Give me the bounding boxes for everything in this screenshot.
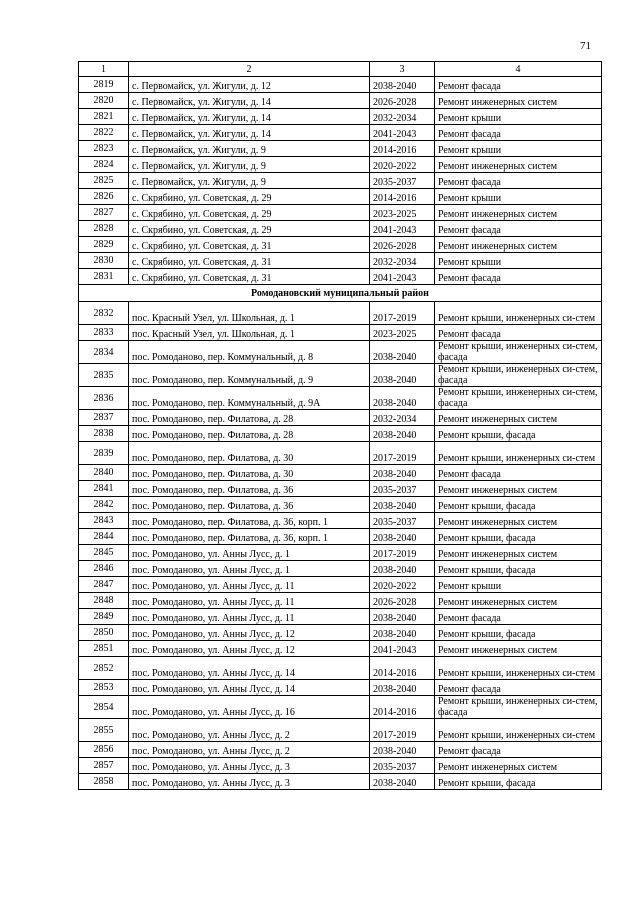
row-address: пос. Ромоданово, пер. Филатова, д. 28 — [129, 426, 370, 442]
repair-schedule-table — [78, 61, 602, 790]
row-address: с. Скрябино, ул. Советская, д. 31 — [129, 253, 370, 269]
row-period: 2038-2040 — [370, 774, 435, 790]
row-address: пос. Красный Узел, ул. Школьная, д. 1 — [129, 302, 370, 325]
table-row — [79, 173, 602, 189]
row-period: 2041-2043 — [370, 125, 435, 141]
row-period: 2020-2022 — [370, 157, 435, 173]
row-address: пос. Ромоданово, ул. Анны Лусс, д. 3 — [129, 758, 370, 774]
row-period: 2014-2016 — [370, 141, 435, 157]
row-period: 2038-2040 — [370, 465, 435, 481]
row-period: 2041-2043 — [370, 641, 435, 657]
row-address: с. Первомайск, ул. Жигули, д. 14 — [129, 93, 370, 109]
row-number: 2857 — [79, 758, 129, 774]
row-work-type: Ремонт крыши, фасада — [435, 561, 602, 577]
row-work-type: Ремонт крыши — [435, 189, 602, 205]
row-number: 2840 — [79, 465, 129, 481]
table-row — [79, 302, 602, 325]
row-period: 2017-2019 — [370, 719, 435, 742]
row-work-type: Ремонт крыши — [435, 253, 602, 269]
row-work-type: Ремонт инженерных систем — [435, 157, 602, 173]
row-number: 2842 — [79, 497, 129, 513]
row-work-type: Ремонт крыши, фасада — [435, 529, 602, 545]
row-address: с. Первомайск, ул. Жигули, д. 9 — [129, 157, 370, 173]
row-number: 2826 — [79, 189, 129, 205]
table-row — [79, 545, 602, 561]
row-period: 2041-2043 — [370, 221, 435, 237]
table-row — [79, 641, 602, 657]
row-period: 2032-2034 — [370, 253, 435, 269]
table-row — [79, 77, 602, 93]
row-address: пос. Ромоданово, пер. Коммунальный, д. 9А — [129, 387, 370, 410]
row-address: с. Первомайск, ул. Жигули, д. 9 — [129, 173, 370, 189]
table-row — [79, 426, 602, 442]
table-row — [79, 696, 602, 719]
row-work-type: Ремонт крыши, инженерных си-стем — [435, 442, 602, 465]
row-address: пос. Ромоданово, ул. Анны Лусс, д. 14 — [129, 680, 370, 696]
row-work-type: Ремонт крыши, инженерных си-стем, фасада — [435, 387, 602, 410]
table-row — [79, 387, 602, 410]
row-number: 2850 — [79, 625, 129, 641]
row-number: 2853 — [79, 680, 129, 696]
table-row — [79, 609, 602, 625]
row-work-type: Ремонт крыши, инженерных си-стем, фасада — [435, 696, 602, 719]
row-address: пос. Ромоданово, ул. Анны Лусс, д. 16 — [129, 696, 370, 719]
table-row — [79, 141, 602, 157]
row-number: 2847 — [79, 577, 129, 593]
row-period: 2038-2040 — [370, 426, 435, 442]
row-period: 2017-2019 — [370, 302, 435, 325]
row-period: 2038-2040 — [370, 609, 435, 625]
row-period: 2023-2025 — [370, 325, 435, 341]
row-work-type: Ремонт фасада — [435, 221, 602, 237]
row-address: с. Первомайск, ул. Жигули, д. 14 — [129, 125, 370, 141]
row-work-type: Ремонт крыши, фасада — [435, 497, 602, 513]
row-period: 2038-2040 — [370, 387, 435, 410]
row-period: 2038-2040 — [370, 561, 435, 577]
row-address: с. Скрябино, ул. Советская, д. 29 — [129, 205, 370, 221]
table-row — [79, 577, 602, 593]
row-work-type: Ремонт крыши, инженерных си-стем — [435, 302, 602, 325]
row-period: 2032-2034 — [370, 109, 435, 125]
row-address: пос. Ромоданово, ул. Анны Лусс, д. 11 — [129, 609, 370, 625]
row-work-type: Ремонт крыши — [435, 577, 602, 593]
table-row — [79, 442, 602, 465]
table-row — [79, 205, 602, 221]
row-address: пос. Ромоданово, ул. Анны Лусс, д. 2 — [129, 742, 370, 758]
row-number: 2844 — [79, 529, 129, 545]
table-row — [79, 125, 602, 141]
row-address: с. Первомайск, ул. Жигули, д. 14 — [129, 109, 370, 125]
row-number: 2835 — [79, 364, 129, 387]
row-address: пос. Ромоданово, пер. Филатова, д. 30 — [129, 442, 370, 465]
table-row — [79, 561, 602, 577]
row-number: 2834 — [79, 341, 129, 364]
row-number: 2846 — [79, 561, 129, 577]
row-number: 2848 — [79, 593, 129, 609]
row-work-type: Ремонт крыши, инженерных си-стем — [435, 657, 602, 680]
row-period: 2038-2040 — [370, 364, 435, 387]
row-address: с. Первомайск, ул. Жигули, д. 9 — [129, 141, 370, 157]
row-number: 2821 — [79, 109, 129, 125]
row-work-type: Ремонт крыши, инженерных си-стем, фасада — [435, 341, 602, 364]
section-title: Ромодановский муниципальный район — [79, 285, 602, 302]
row-work-type: Ремонт инженерных систем — [435, 513, 602, 529]
table-row — [79, 109, 602, 125]
table-row — [79, 253, 602, 269]
row-number: 2832 — [79, 302, 129, 325]
row-address: пос. Ромоданово, ул. Анны Лусс, д. 3 — [129, 774, 370, 790]
table-row — [79, 364, 602, 387]
column-header-4: 4 — [435, 62, 602, 77]
row-period: 2038-2040 — [370, 529, 435, 545]
row-work-type: Ремонт фасада — [435, 173, 602, 189]
row-period: 2038-2040 — [370, 625, 435, 641]
row-number: 2824 — [79, 157, 129, 173]
table-row — [79, 774, 602, 790]
table-row — [79, 742, 602, 758]
row-work-type: Ремонт инженерных систем — [435, 545, 602, 561]
row-number: 2845 — [79, 545, 129, 561]
row-address: пос. Ромоданово, ул. Анны Лусс, д. 12 — [129, 641, 370, 657]
row-address: пос. Ромоданово, ул. Анны Лусс, д. 11 — [129, 577, 370, 593]
column-header-2: 2 — [129, 62, 370, 77]
table-row — [79, 237, 602, 253]
row-work-type: Ремонт крыши — [435, 109, 602, 125]
table-row — [79, 758, 602, 774]
row-period: 2038-2040 — [370, 742, 435, 758]
row-period: 2038-2040 — [370, 77, 435, 93]
row-work-type: Ремонт фасада — [435, 325, 602, 341]
row-address: пос. Ромоданово, пер. Филатова, д. 28 — [129, 410, 370, 426]
row-period: 2026-2028 — [370, 593, 435, 609]
row-period: 2035-2037 — [370, 481, 435, 497]
row-work-type: Ремонт крыши, фасада — [435, 774, 602, 790]
row-number: 2843 — [79, 513, 129, 529]
row-period: 2014-2016 — [370, 657, 435, 680]
row-address: пос. Ромоданово, ул. Анны Лусс, д. 2 — [129, 719, 370, 742]
row-period: 2035-2037 — [370, 758, 435, 774]
row-address: пос. Ромоданово, пер. Коммунальный, д. 8 — [129, 341, 370, 364]
row-period: 2035-2037 — [370, 173, 435, 189]
row-work-type: Ремонт крыши — [435, 141, 602, 157]
row-address: с. Скрябино, ул. Советская, д. 31 — [129, 237, 370, 253]
row-address: с. Скрябино, ул. Советская, д. 29 — [129, 189, 370, 205]
row-number: 2825 — [79, 173, 129, 189]
row-address: пос. Ромоданово, пер. Филатова, д. 30 — [129, 465, 370, 481]
row-period: 2026-2028 — [370, 93, 435, 109]
row-address: пос. Ромоданово, ул. Анны Лусс, д. 11 — [129, 593, 370, 609]
section-row — [79, 285, 602, 302]
row-number: 2838 — [79, 426, 129, 442]
row-work-type: Ремонт инженерных систем — [435, 758, 602, 774]
row-address: пос. Красный Узел, ул. Школьная, д. 1 — [129, 325, 370, 341]
row-period: 2032-2034 — [370, 410, 435, 426]
row-number: 2855 — [79, 719, 129, 742]
row-number: 2831 — [79, 269, 129, 285]
table-row — [79, 497, 602, 513]
row-number: 2849 — [79, 609, 129, 625]
row-work-type: Ремонт фасада — [435, 680, 602, 696]
row-address: с. Скрябино, ул. Советская, д. 29 — [129, 221, 370, 237]
row-work-type: Ремонт крыши, фасада — [435, 426, 602, 442]
row-address: пос. Ромоданово, пер. Филатова, д. 36, корп. 1 — [129, 513, 370, 529]
table-row — [79, 157, 602, 173]
row-period: 2038-2040 — [370, 341, 435, 364]
row-number: 2856 — [79, 742, 129, 758]
row-period: 2014-2016 — [370, 696, 435, 719]
row-work-type: Ремонт фасада — [435, 465, 602, 481]
row-address: пос. Ромоданово, ул. Анны Лусс, д. 14 — [129, 657, 370, 680]
table-row — [79, 221, 602, 237]
table-row — [79, 410, 602, 426]
row-work-type: Ремонт инженерных систем — [435, 205, 602, 221]
row-address: с. Скрябино, ул. Советская, д. 31 — [129, 269, 370, 285]
row-work-type: Ремонт инженерных систем — [435, 410, 602, 426]
row-period: 2026-2028 — [370, 237, 435, 253]
table-row — [79, 625, 602, 641]
row-work-type: Ремонт инженерных систем — [435, 481, 602, 497]
row-work-type: Ремонт фасада — [435, 742, 602, 758]
row-period: 2017-2019 — [370, 442, 435, 465]
row-work-type: Ремонт фасада — [435, 269, 602, 285]
row-work-type: Ремонт инженерных систем — [435, 641, 602, 657]
row-number: 2827 — [79, 205, 129, 221]
row-address: пос. Ромоданово, пер. Филатова, д. 36, корп. 1 — [129, 529, 370, 545]
row-period: 2038-2040 — [370, 680, 435, 696]
row-work-type: Ремонт фасада — [435, 609, 602, 625]
table-row — [79, 593, 602, 609]
row-work-type: Ремонт инженерных систем — [435, 237, 602, 253]
column-header-3: 3 — [370, 62, 435, 77]
row-number: 2837 — [79, 410, 129, 426]
table-row — [79, 189, 602, 205]
column-header-1: 1 — [79, 62, 129, 77]
row-period: 2020-2022 — [370, 577, 435, 593]
table-row — [79, 680, 602, 696]
row-period: 2023-2025 — [370, 205, 435, 221]
row-address: пос. Ромоданово, ул. Анны Лусс, д. 1 — [129, 561, 370, 577]
row-number: 2829 — [79, 237, 129, 253]
row-address: пос. Ромоданово, пер. Филатова, д. 36 — [129, 481, 370, 497]
row-work-type: Ремонт крыши, инженерных си-стем, фасада — [435, 364, 602, 387]
row-address: пос. Ромоданово, ул. Анны Лусс, д. 1 — [129, 545, 370, 561]
table-row — [79, 341, 602, 364]
table-row — [79, 93, 602, 109]
row-work-type: Ремонт фасада — [435, 125, 602, 141]
row-address: пос. Ромоданово, пер. Филатова, д. 36 — [129, 497, 370, 513]
row-work-type: Ремонт инженерных систем — [435, 593, 602, 609]
row-address: пос. Ромоданово, пер. Коммунальный, д. 9 — [129, 364, 370, 387]
row-number: 2851 — [79, 641, 129, 657]
row-number: 2833 — [79, 325, 129, 341]
table-row — [79, 513, 602, 529]
row-number: 2830 — [79, 253, 129, 269]
row-period: 2017-2019 — [370, 545, 435, 561]
table-row — [79, 657, 602, 680]
page-number: 71 — [580, 40, 591, 52]
row-address: пос. Ромоданово, ул. Анны Лусс, д. 12 — [129, 625, 370, 641]
row-period: 2041-2043 — [370, 269, 435, 285]
row-work-type: Ремонт крыши, фасада — [435, 625, 602, 641]
row-number: 2839 — [79, 442, 129, 465]
row-work-type: Ремонт крыши, инженерных си-стем — [435, 719, 602, 742]
row-number: 2828 — [79, 221, 129, 237]
row-address: с. Первомайск, ул. Жигули, д. 12 — [129, 77, 370, 93]
row-number: 2836 — [79, 387, 129, 410]
table-row — [79, 529, 602, 545]
table-row — [79, 481, 602, 497]
row-period: 2035-2037 — [370, 513, 435, 529]
table-row — [79, 325, 602, 341]
table-body — [79, 77, 602, 790]
row-number: 2823 — [79, 141, 129, 157]
table-header-row — [79, 62, 602, 77]
table-row — [79, 719, 602, 742]
row-number: 2854 — [79, 696, 129, 719]
row-period: 2014-2016 — [370, 189, 435, 205]
row-number: 2822 — [79, 125, 129, 141]
row-number: 2858 — [79, 774, 129, 790]
table-row — [79, 465, 602, 481]
row-number: 2852 — [79, 657, 129, 680]
row-number: 2820 — [79, 93, 129, 109]
row-work-type: Ремонт инженерных систем — [435, 93, 602, 109]
row-number: 2819 — [79, 77, 129, 93]
row-period: 2038-2040 — [370, 497, 435, 513]
row-work-type: Ремонт фасада — [435, 77, 602, 93]
table-row — [79, 269, 602, 285]
row-number: 2841 — [79, 481, 129, 497]
